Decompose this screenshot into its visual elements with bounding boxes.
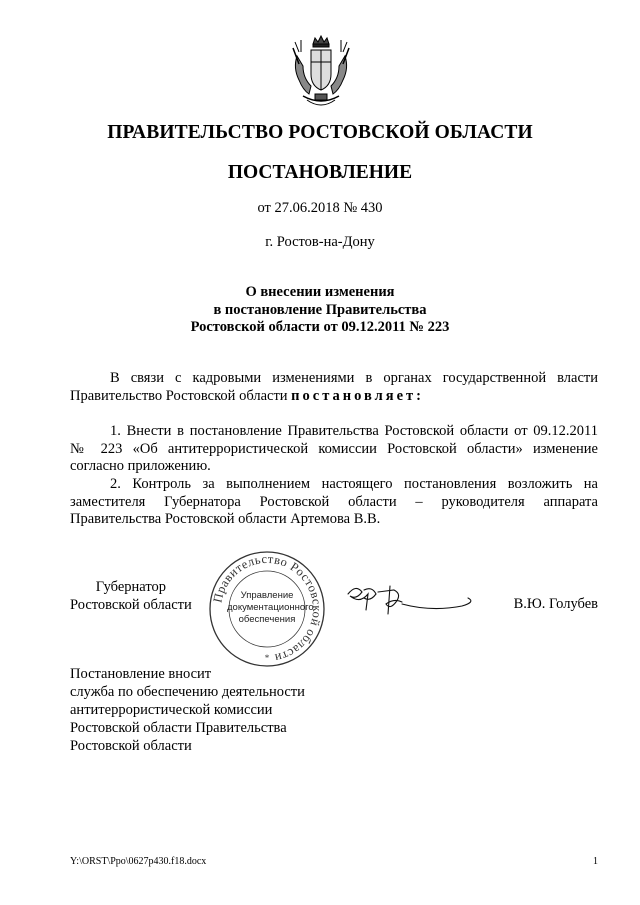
coat-of-arms-emblem (289, 34, 353, 114)
subject-line: в постановление Правительства (213, 301, 427, 318)
signer-position (70, 578, 192, 614)
subject-line: Ростовской области от 09.12.2011 № 223 (190, 319, 450, 335)
subject-line: О внесении изменения (245, 284, 395, 300)
contributor-line: Постановление вносит (70, 666, 212, 682)
svg-text:*: * (264, 653, 270, 663)
stamp-center-line: документационного (227, 602, 314, 613)
organization-title: ПРАВИТЕЛЬСТВО РОСТОВСКОЙ ОБЛАСТИ (107, 122, 533, 143)
handwritten-signature (342, 580, 477, 620)
document-subject (0, 284, 640, 337)
stamp-center-text (227, 590, 314, 626)
intro-text: В связи с кадровыми изменениями в органах государственной власти Правительство Ростовской области (70, 370, 598, 404)
item-2-paragraph: 2. Контроль за выполнением настоящего постановления возложить на заместителя Губернатора Ростовской области – руководителя аппарата Правительства Ростовской области Артемова В.В. (70, 476, 598, 528)
position-line: Ростовской области (70, 597, 192, 613)
contributor-line: Ростовской области Правительства (70, 720, 287, 736)
contributor-line: Ростовской области (70, 738, 192, 754)
intro-paragraph (70, 370, 598, 405)
contributor-line: служба по обеспечению деятельности (70, 684, 305, 700)
document-city: г. Ростов-на-Дону (265, 234, 375, 250)
resolve-verb: постановляет: (291, 387, 425, 404)
signer-name: В.Ю. Голубев (513, 596, 598, 612)
position-line: Губернатор (95, 579, 166, 595)
item-1-paragraph: 1. Внести в постановление Правительства Ростовской области от 09.12.2011 № 223 «Об антитеррористической комиссии Ростовской области» изменение согласно приложению. (70, 423, 598, 475)
stamp-ring-text: Правительство Ростовской области (210, 551, 325, 666)
contributor-note (70, 665, 370, 755)
document-type-title: ПОСТАНОВЛЕНИЕ (227, 162, 413, 183)
contributor-line: антитеррористической комиссии (70, 702, 273, 718)
document-date-number: от 27.06.2018 № 430 (257, 200, 383, 216)
stamp-center-line: обеспечения (238, 614, 296, 625)
footer-page-number: 1 (593, 856, 598, 867)
footer-file-path: Y:\ORST\Ppo\0627p430.f18.docx (70, 856, 207, 867)
stamp-center-line: Управление (240, 590, 294, 601)
